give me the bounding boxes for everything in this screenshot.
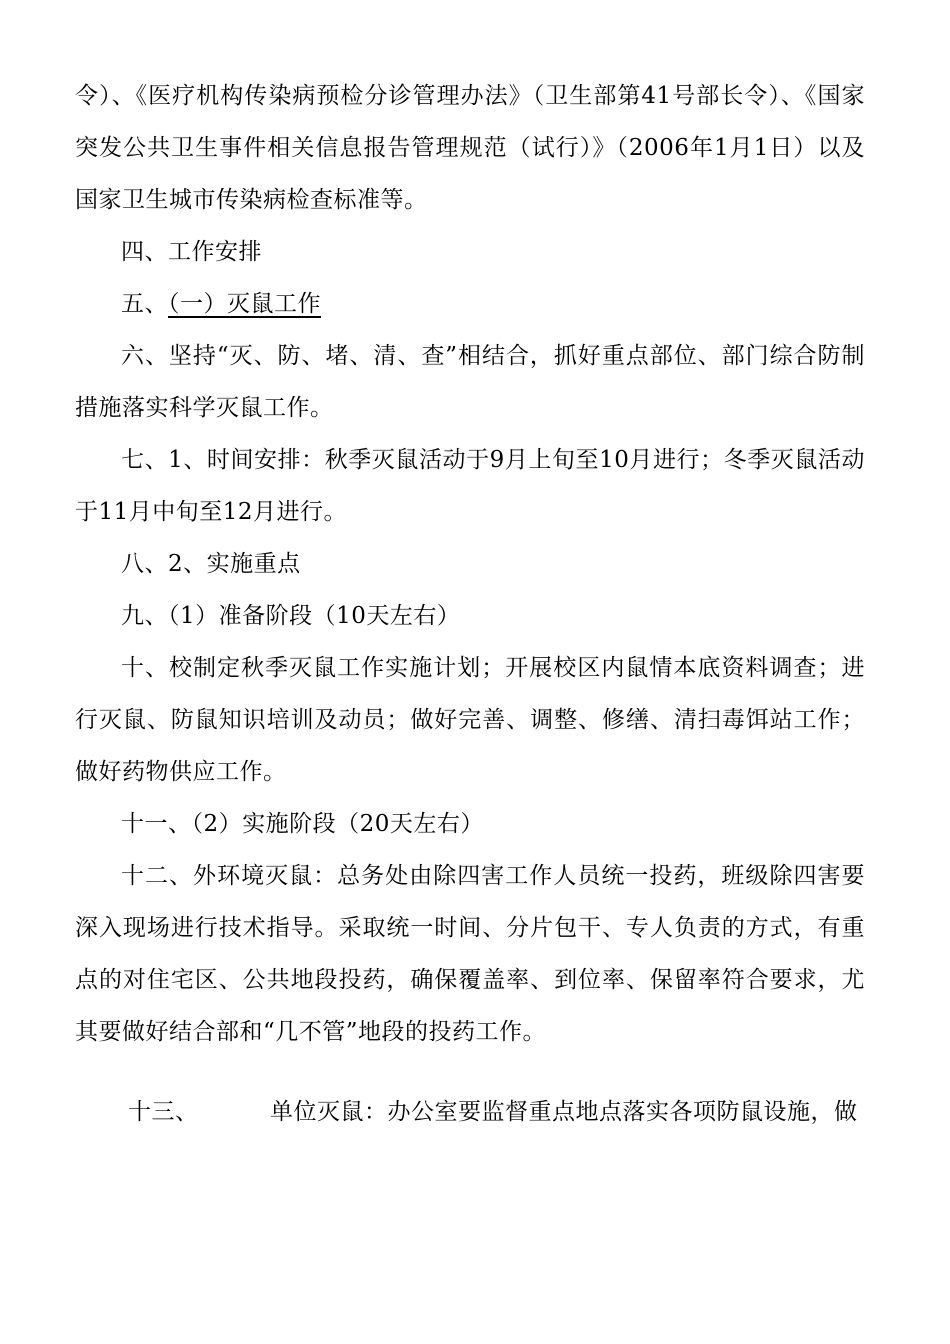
- rodent-control-title: （一）灭鼠工作: [168, 291, 321, 317]
- final-line-text: 单位灭鼠：办公室要监督重点地点落实各项防鼠设施，做: [270, 1099, 858, 1125]
- paragraph-principle: 六、坚持“灭、防、堵、清、查”相结合，抓好重点部位、部门综合防制措施落实科学灭鼠工作。: [75, 343, 865, 421]
- paragraph-schedule: 七、1、时间安排：秋季灭鼠活动于9月上旬至10月进行；冬季灭鼠活动于11月中旬至12月进行。: [75, 447, 865, 525]
- final-line-number: 十三、: [128, 1099, 199, 1125]
- paragraph-regulations: 令）、《医疗机构传染病预检分诊管理办法》（卫生部第41号部长令）、《国家突发公共卫生事件相关信息报告管理规范（试行）》（2006年1月1日）以及国家卫生城市传染病检查标准等。: [75, 83, 865, 213]
- heading-preparation-stage: 九、（1）准备阶段（10天左右）: [121, 603, 461, 629]
- heading-work-arrangement: 四、工作安排: [121, 239, 262, 265]
- heading-implementation-stage: 十一、（2）实施阶段（20天左右）: [121, 811, 484, 837]
- paragraph-preparation-tasks: 十、校制定秋季灭鼠工作实施计划；开展校区内鼠情本底资料调查；进行灭鼠、防鼠知识培训及动员；做好完善、调整、修缮、清扫毒饵站工作；做好药物供应工作。: [75, 655, 865, 785]
- heading-rodent-control: [75, 278, 865, 330]
- paragraph-outdoor-rodent-control: 十二、外环境灭鼠：总务处由除四害工作人员统一投药，班级除四害要深入现场进行技术指导。采取统一时间、分片包干、专人负责的方式，有重点的对住宅区、公共地段投药，确保覆盖率、到位率、保留率符合要求，尤其要做好结合部和“几不管”地段的投药工作。: [75, 863, 865, 1045]
- section-five-prefix: 五、: [121, 291, 168, 317]
- heading-key-points: 八、2、实施重点: [121, 551, 301, 577]
